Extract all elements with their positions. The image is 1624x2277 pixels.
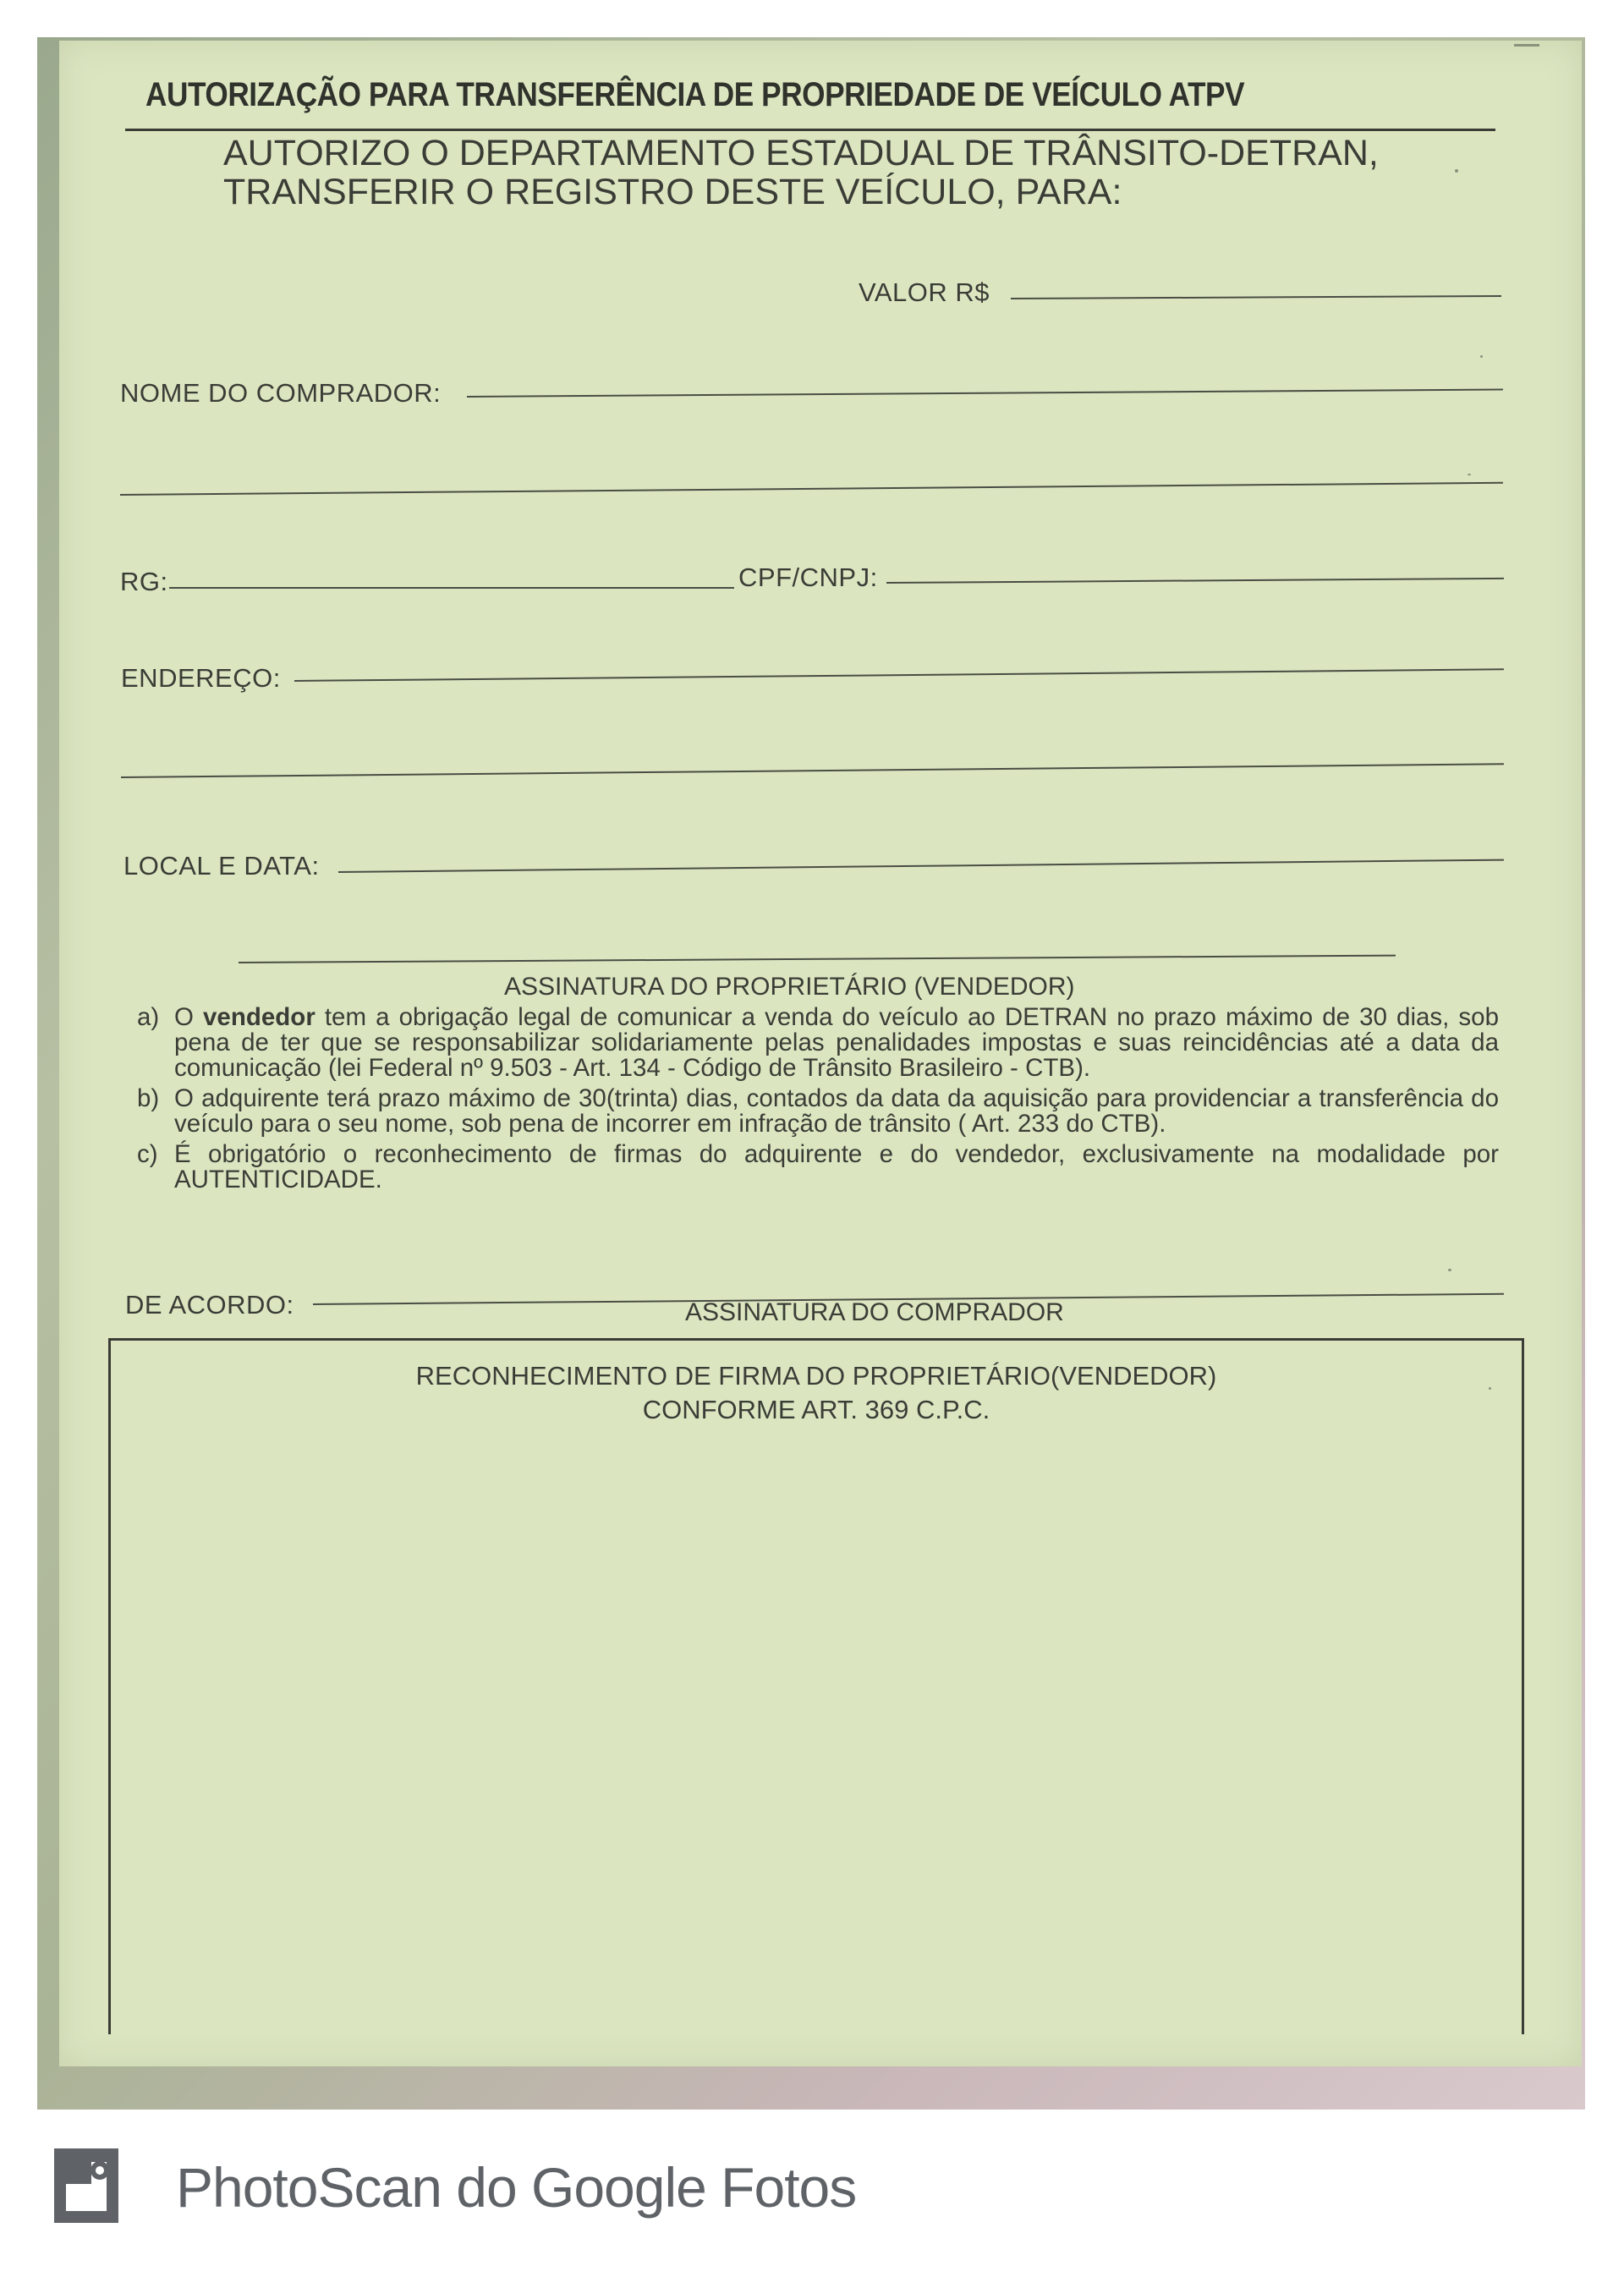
rg-line xyxy=(169,587,734,589)
clause-c-text: É obrigatório o reconhecimento de firmas do adquirente e do vendedor, exclusivamente na modalidade por AUTENTICIDADE. xyxy=(174,1140,1499,1193)
seller-signature-caption: ASSINATURA DO PROPRIETÁRIO (VENDEDOR) xyxy=(504,973,1075,1001)
clause-b-key: b) xyxy=(137,1084,160,1112)
cpf-cnpj-label: CPF/CNPJ: xyxy=(738,562,878,592)
intro-line-1: AUTORIZO O DEPARTAMENTO ESTADUAL DE TRÂNSITO-DETRAN, xyxy=(223,133,1379,173)
clause-a-emphasis: vendedor xyxy=(203,1003,315,1031)
notary-recognition-box[interactable] xyxy=(108,1338,1524,2034)
agreement-label: DE ACORDO: xyxy=(125,1290,294,1320)
paper-edge-mark xyxy=(1514,44,1539,47)
clause-c-key: c) xyxy=(137,1140,158,1168)
buyer-signature-caption: ASSINATURA DO COMPRADOR xyxy=(685,1298,1064,1326)
paper-speck xyxy=(1468,474,1471,475)
intro-line-2: TRANSFERIR O REGISTRO DESTE VEÍCULO, PARA: xyxy=(223,172,1122,212)
paper-speck xyxy=(1480,355,1483,358)
notary-box-line-1: RECONHECIMENTO DE FIRMA DO PROPRIETÁRIO(VENDEDOR) xyxy=(415,1361,1217,1391)
footer-app-suffix: do Google Fotos xyxy=(441,2156,857,2219)
photoscan-icon xyxy=(52,2148,120,2223)
place-date-label: LOCAL E DATA: xyxy=(123,851,320,881)
clause-b-text: O adquirente terá prazo máximo de 30(trinta) dias, contados da data da aquisição para providenciar a transferência do veículo para o seu nome, sob pena de incorrer em infração de trânsito ( Art. 233 do CTB). xyxy=(174,1084,1499,1138)
rg-label: RG: xyxy=(120,567,168,596)
footer-app-name: PhotoScan xyxy=(176,2156,442,2219)
address-label: ENDEREÇO: xyxy=(121,663,281,693)
clause-b xyxy=(137,1086,1499,1137)
legal-clauses xyxy=(137,1005,1499,1198)
paper-speck xyxy=(1455,169,1458,173)
notary-box-title xyxy=(111,1359,1522,1427)
paper-speck xyxy=(1448,1269,1451,1271)
clause-c xyxy=(137,1142,1499,1193)
title-underline xyxy=(125,129,1495,131)
clause-a xyxy=(137,1005,1499,1081)
clause-a-text: O vendedor tem a obrigação legal de comunicar a venda do veículo ao DETRAN no prazo máximo de 30 dias, sob pena de ter que se responsabilizar solidariamente pelas penalidades impostas e suas reincidências até a data da comunicação (lei Federal nº 9.503 - Art. 134 - Código de Trânsito Brasileiro - CTB). xyxy=(174,1003,1499,1082)
buyer-name-label: NOME DO COMPRADOR: xyxy=(120,378,442,408)
footer-text xyxy=(176,2155,856,2219)
form-title: AUTORIZAÇÃO PARA TRANSFERÊNCIA DE PROPRIEDADE DE VEÍCULO ATPV xyxy=(145,76,1245,113)
notary-box-line-2: CONFORME ART. 369 C.P.C. xyxy=(642,1395,990,1424)
clause-a-key: a) xyxy=(137,1003,160,1031)
intro-text xyxy=(223,134,1379,211)
valor-label: VALOR R$ xyxy=(859,277,990,307)
